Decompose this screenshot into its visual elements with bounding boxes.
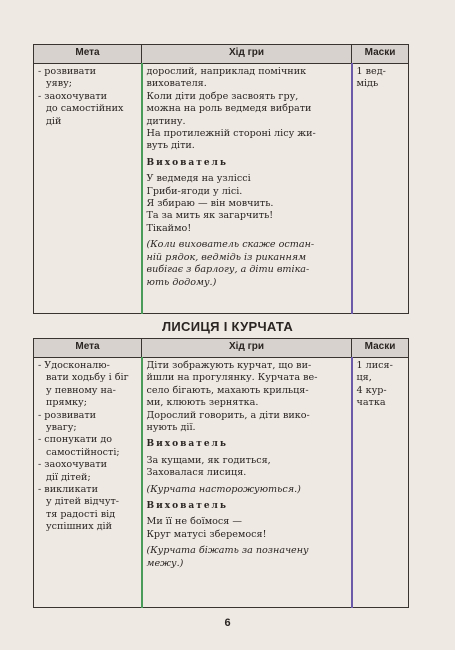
speaker-label: Вихователь	[146, 439, 228, 450]
game-progress-cell	[142, 358, 352, 608]
goal-line: - Удосконалю-	[38, 360, 110, 371]
goal-line: тя радості від	[46, 508, 116, 520]
goal-line: - заохочувати	[38, 459, 108, 471]
goal-line: - розвивати	[38, 409, 97, 421]
note-line: (Курчата насторожуються.)	[146, 483, 301, 495]
verse-line: Ми її не боїмося —	[146, 516, 243, 528]
intro-line: село бігають, махають крильця-	[146, 384, 309, 396]
page-number: 6	[224, 617, 231, 629]
intro-line: вуть діти.	[146, 140, 195, 152]
goal-line: - спонукати до	[38, 434, 113, 446]
goal-line: увагу;	[46, 422, 77, 434]
note-line: ній рядок, ведмідь із риканням	[146, 251, 307, 263]
intro-line: Діти зображують курчат, що ви-	[146, 360, 312, 371]
goals-cell	[34, 358, 142, 608]
table-row	[34, 64, 409, 314]
header-game: Хід гри	[142, 45, 352, 64]
verse-line: Круг матусі зберемося!	[146, 528, 267, 540]
mask-line: ця,	[356, 372, 372, 384]
header-game: Хід гри	[142, 339, 352, 358]
verse-line: Тікаймо!	[146, 222, 192, 234]
header-masks: Маски	[352, 45, 409, 64]
intro-line: нують дії.	[146, 422, 196, 434]
table-row	[34, 358, 409, 608]
goals-cell	[34, 64, 142, 314]
intro-line: ми, клюють зернятка.	[146, 397, 259, 409]
masks-cell	[352, 358, 409, 608]
goal-line: прямку;	[46, 397, 87, 409]
header-goal: Мета	[34, 339, 142, 358]
game-table-bear	[33, 44, 409, 314]
mask-line: 1 лися-	[356, 360, 393, 371]
goal-line: у певному на-	[46, 384, 116, 396]
game-progress-cell	[142, 64, 352, 314]
game-table-fox	[33, 338, 409, 608]
speaker-label: Вихователь	[146, 501, 228, 512]
note-line: (Коли вихователь скаже остан-	[146, 239, 315, 251]
note-line: ють додому.)	[146, 276, 217, 288]
goal-line: успішних дій	[46, 521, 113, 533]
intro-line: вихователя.	[146, 78, 207, 90]
intro-line: Дорослий говорить, а діти вико-	[146, 409, 310, 421]
goal-line: самостійності;	[46, 446, 120, 458]
intro-line: йшли на прогулянку. Курчата ве-	[146, 372, 318, 384]
verse-line: У ведмедя на узліссі	[146, 173, 251, 185]
intro-line: дорослий, наприклад помічник	[146, 66, 307, 77]
section-title: ЛИСИЦЯ І КУРЧАТА	[161, 319, 294, 334]
intro-line: можна на роль ведмедя вибрати	[146, 103, 312, 115]
intro-line: дитину.	[146, 115, 186, 127]
goal-line: уяву;	[46, 78, 72, 90]
verse-line: Та за мить як загарчить!	[146, 210, 274, 222]
goal-line: у дітей відчут-	[46, 496, 120, 508]
mask-line: мідь	[356, 78, 379, 90]
goal-line: вати ходьбу і біг	[46, 372, 129, 384]
table-header-row	[34, 339, 409, 358]
intro-line: Коли діти добре засвоять гру,	[146, 90, 299, 102]
table-header-row	[34, 45, 409, 64]
goal-line: дії дітей;	[46, 471, 91, 483]
speaker-label: Вихователь	[146, 157, 228, 168]
goal-line: - викликати	[38, 484, 98, 496]
note-line: межу.)	[146, 557, 184, 569]
goal-line: дій	[46, 115, 62, 127]
intro-line: На протилежній стороні лісу жи-	[146, 128, 316, 140]
mask-line: 4 кур-	[356, 384, 387, 396]
mask-line: 1 вед-	[356, 66, 386, 77]
masks-cell	[352, 64, 409, 314]
mask-line: чатка	[356, 397, 386, 409]
header-goal: Мета	[34, 45, 142, 64]
note-line: вибігає з барлогу, а діти втіка-	[146, 264, 310, 276]
verse-line: За кущами, як годиться,	[146, 454, 271, 466]
goal-line: до самостійних	[46, 103, 124, 115]
verse-line: Заховалася лисиця.	[146, 467, 247, 479]
goal-line: - розвивати	[38, 66, 97, 77]
verse-line: Я збираю — він мовчить.	[146, 198, 274, 210]
goal-line: - заохочувати	[38, 90, 108, 102]
header-masks: Маски	[352, 339, 409, 358]
verse-line: Гриби-ягоди у лісі.	[146, 185, 243, 197]
note-line: (Курчата біжать за позначену	[146, 545, 309, 557]
